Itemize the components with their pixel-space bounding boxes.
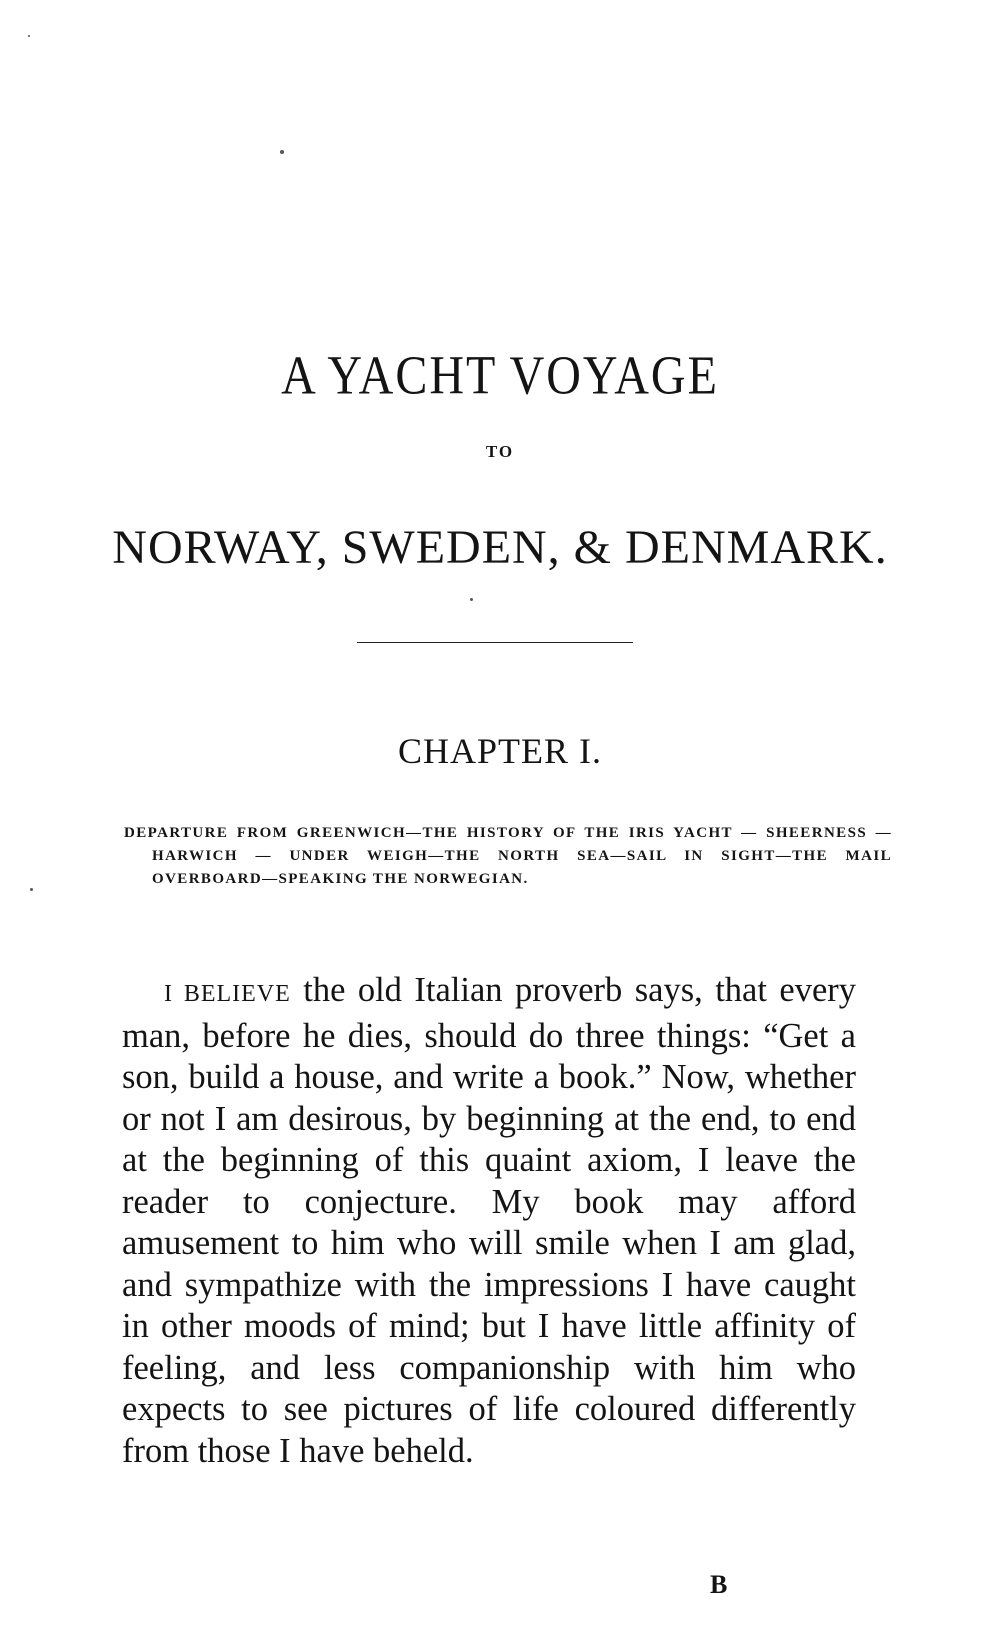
print-speck (28, 35, 30, 37)
body-paragraph (122, 970, 856, 1472)
opening-word: I BELIEVE (164, 981, 291, 1007)
print-speck (470, 598, 473, 601)
signature-mark: B (710, 1570, 728, 1599)
chapter-summary: DEPARTURE FROM GREENWICH—THE HISTORY OF THE IRIS YACHT — SHEERNESS — HARWICH — UNDER WEIGH—THE NORTH SEA—SAIL IN SIGHT—THE MAIL OVERBOARD—SPEAKING THE NORWEGIAN. (124, 825, 892, 887)
book-title-connector: TO (485, 442, 515, 461)
print-speck (280, 150, 284, 154)
title-divider (357, 642, 633, 643)
print-speck (30, 888, 33, 891)
book-subtitle: NORWAY, SWEDEN, & DENMARK. (112, 521, 888, 574)
chapter-heading: CHAPTER I. (397, 731, 602, 771)
paragraph-text: the old Italian proverb says, that every man, before he dies, should do three things: “Get a son, build a house, and write a book.” Now, whether or not I am desirous, by beginning at the end, to end at the beginning of this quaint axiom, I leave the reader to conjecture. My book may afford amusement to him who will smile when I am glad, and sympathize with the impressions I have caught in other moods of mind; but I have little affinity of feeling, and less companionship with him who expects to see pictures of life coloured differently from those I have beheld. (122, 971, 856, 1470)
book-title: A YACHT VOYAGE (281, 345, 719, 407)
